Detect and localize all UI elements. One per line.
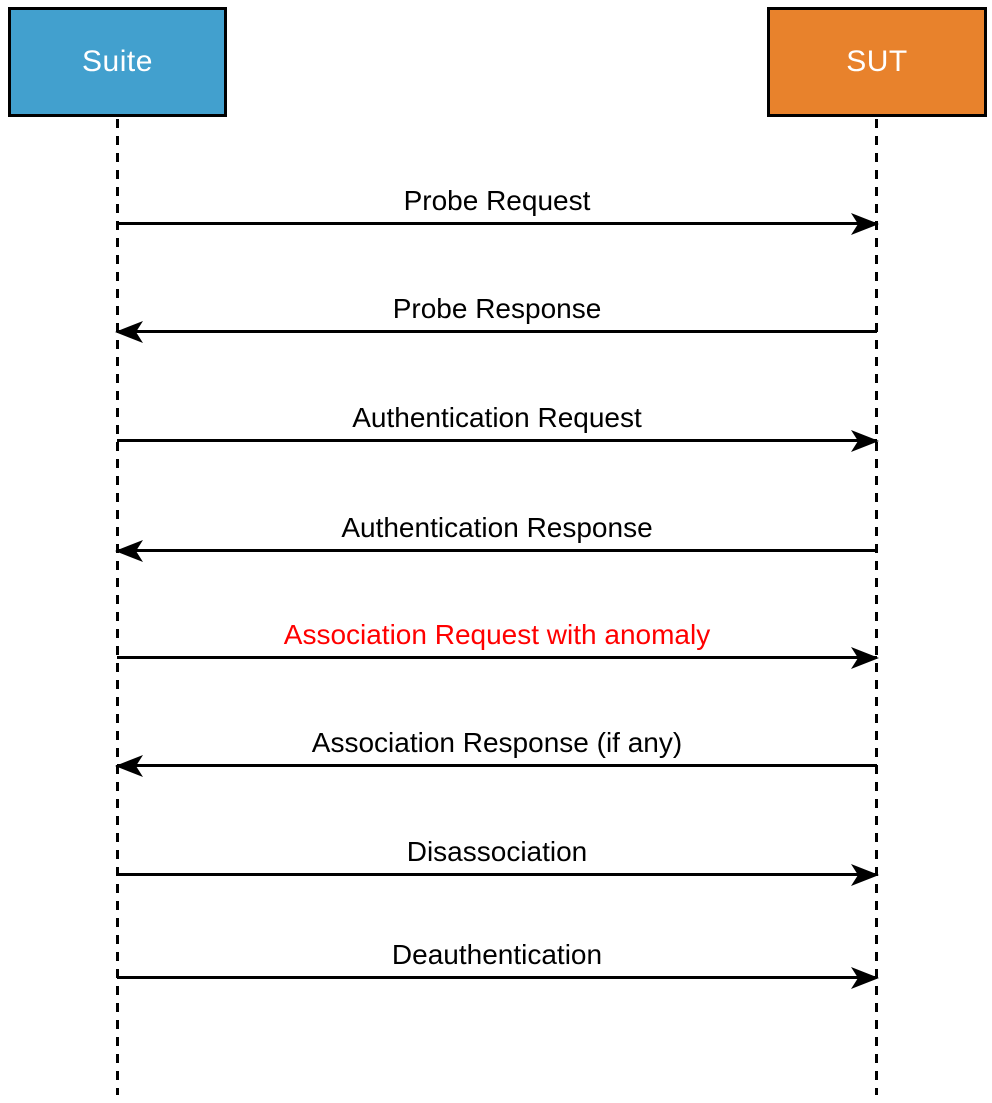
actor-box-suite (8, 7, 227, 117)
message-label: Association Response (if any) (311, 727, 683, 758)
message-arrow-line (117, 222, 877, 225)
message-arrow-line (117, 549, 877, 552)
message-label-anomaly: Association Request with anomaly (283, 619, 711, 650)
arrowhead-left-icon (115, 755, 143, 777)
message-arrow-line (117, 976, 877, 979)
message-label: Authentication Response (341, 512, 653, 543)
arrowhead-left-icon (115, 321, 143, 343)
message-arrow-line (117, 656, 877, 659)
actor-label-suite: Suite (82, 45, 153, 78)
arrowhead-right-icon (851, 967, 879, 989)
message-label: Probe Request (403, 185, 591, 216)
arrowhead-right-icon (851, 647, 879, 669)
message-arrow-line (117, 764, 877, 767)
arrowhead-right-icon (851, 430, 879, 452)
actor-box-sut (767, 7, 987, 117)
message-label: Deauthentication (391, 939, 603, 970)
message-label: Disassociation (406, 836, 588, 867)
message-arrow-line (117, 873, 877, 876)
arrowhead-right-icon (851, 864, 879, 886)
arrowhead-left-icon (115, 540, 143, 562)
message-label: Probe Response (392, 293, 602, 324)
actor-label-sut: SUT (846, 45, 908, 78)
arrowhead-right-icon (851, 213, 879, 235)
message-arrow-line (117, 330, 877, 333)
message-arrow-line (117, 439, 877, 442)
message-label: Authentication Request (352, 402, 642, 433)
